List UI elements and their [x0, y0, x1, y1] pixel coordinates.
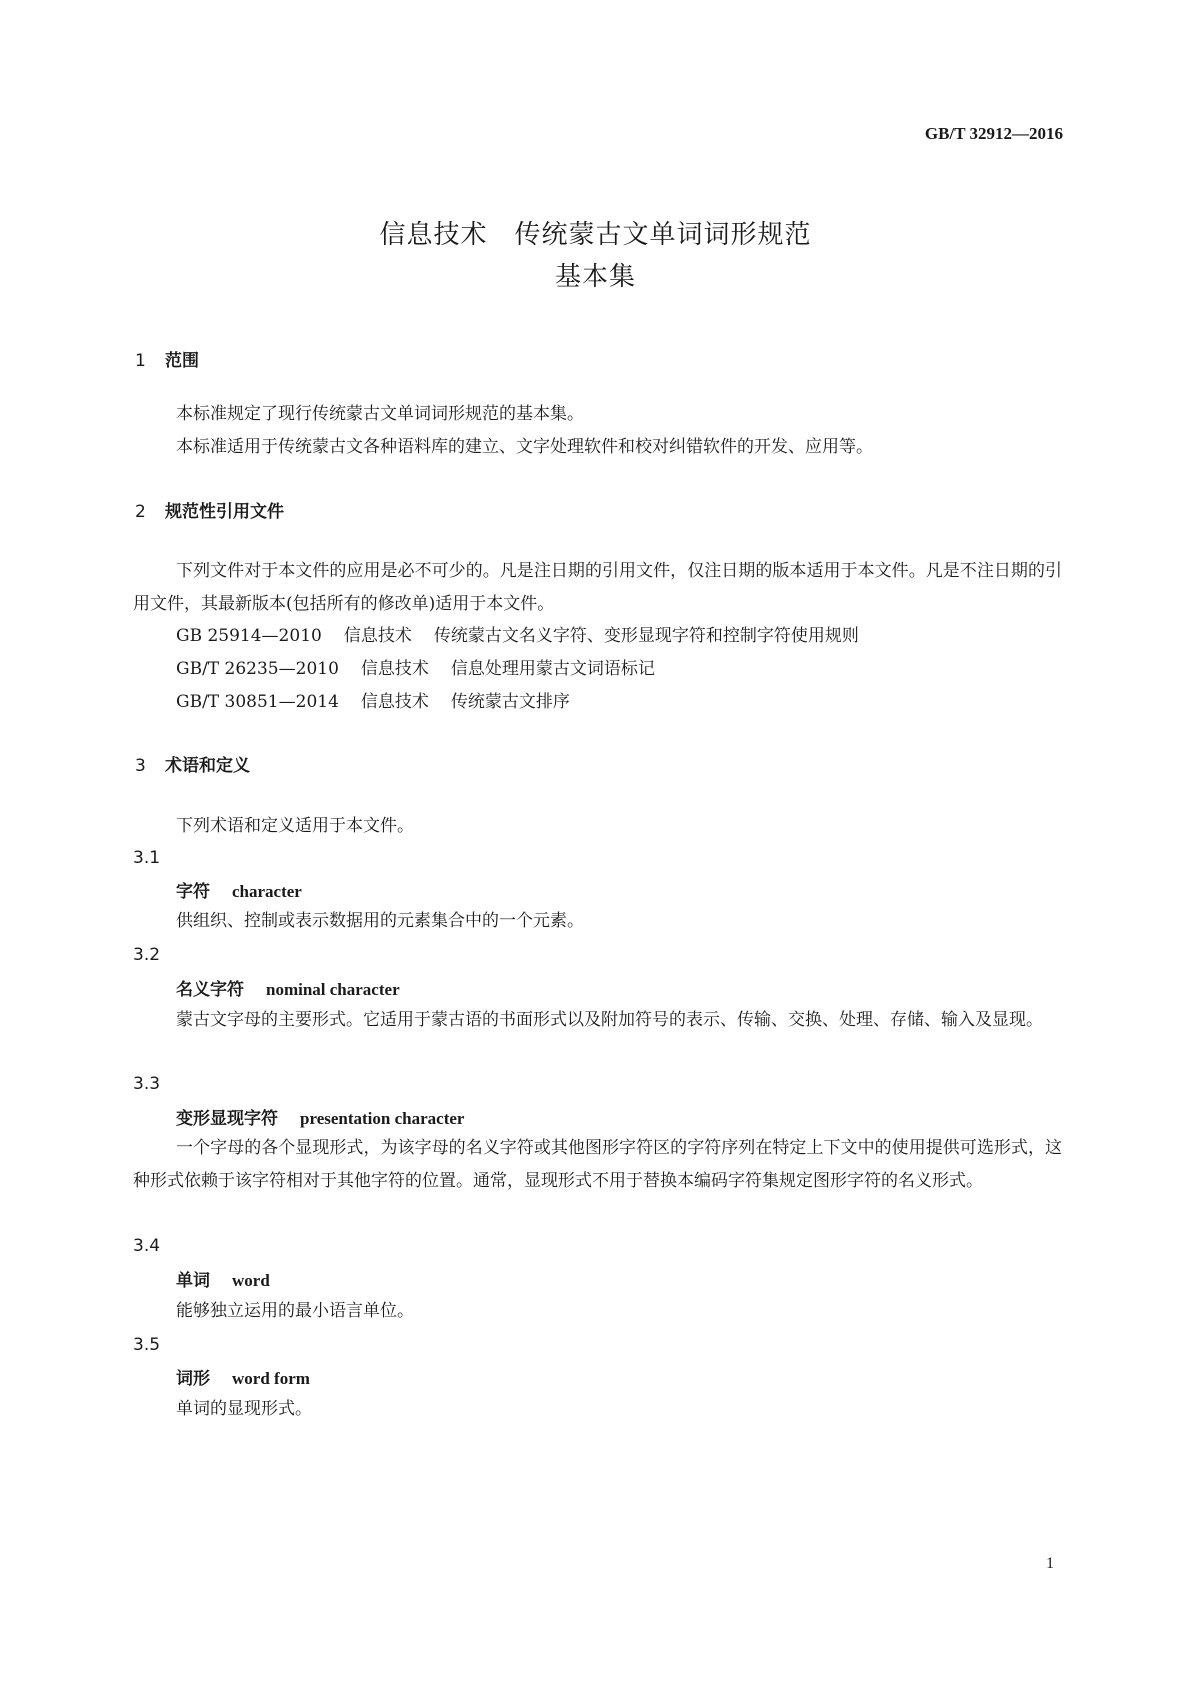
term-entry	[176, 975, 400, 1000]
reference-title-sub: 传统蒙古文排序	[450, 692, 570, 712]
paragraph: 本标准适用于传统蒙古文各种语料库的建立、文字处理软件和校对纠错软件的开发、应用等。	[176, 437, 873, 457]
reference-title-sub: 信息处理用蒙古文词语标记	[450, 659, 655, 679]
reference-item	[176, 686, 570, 719]
term-entry	[176, 1266, 270, 1291]
term-zh: 名义字符	[176, 980, 244, 1000]
section-heading-scope	[135, 346, 199, 371]
section-number: 3	[135, 756, 146, 776]
term-en: word	[232, 1271, 270, 1290]
section-title: 术语和定义	[165, 756, 250, 776]
term-entry	[176, 877, 302, 902]
document-title: 信息技术 传统蒙古文单词词形规范	[379, 220, 812, 250]
section-number: 2	[135, 502, 146, 522]
term-number: 3.2	[133, 945, 161, 965]
section-number: 1	[135, 351, 146, 371]
term-zh: 词形	[176, 1369, 210, 1389]
term-zh: 变形显现字符	[176, 1109, 278, 1129]
reference-code: GB/T 30851—2014	[176, 692, 339, 712]
term-definition-text: 蒙古文字母的主要形式。它适用于蒙古语的书面形式以及附加符号的表示、传输、交换、处理、存储、输入及显现。	[176, 1010, 1043, 1030]
term-definition: 能够独立运用的最小语言单位。	[176, 1301, 414, 1321]
term-number: 3.4	[133, 1236, 161, 1256]
term-entry	[176, 1104, 464, 1129]
document-subtitle: 基本集	[554, 262, 636, 292]
section-title: 范围	[165, 351, 199, 371]
reference-code: GB 25914—2010	[176, 626, 322, 646]
reference-title-main: 信息技术	[360, 659, 429, 679]
paragraph	[133, 555, 1062, 621]
section-heading-terms	[135, 751, 250, 776]
term-zh: 单词	[176, 1271, 210, 1291]
term-number: 3.3	[133, 1074, 161, 1094]
page-number: 1	[1046, 1555, 1054, 1572]
term-zh: 字符	[176, 882, 210, 902]
reference-title-sub: 传统蒙古文名义字符、变形显现字符和控制字符使用规则	[433, 626, 859, 646]
term-entry	[176, 1364, 310, 1389]
paragraph-text: 下列文件对于本文件的应用是必不可少的。凡是注日期的引用文件，仅注日期的版本适用于本文件。凡是不注日期的引用文件，其最新版本(包括所有的修改单)适用于本文件。	[133, 561, 1062, 614]
reference-item	[176, 620, 859, 653]
reference-title-main: 信息技术	[360, 692, 429, 712]
term-en: character	[232, 882, 302, 901]
term-en: word form	[232, 1369, 310, 1388]
standard-code: GB/T 32912—2016	[924, 124, 1063, 143]
reference-code: GB/T 26235—2010	[176, 659, 339, 679]
reference-item	[176, 653, 655, 686]
term-number: 3.5	[133, 1335, 161, 1355]
term-definition	[133, 1004, 1062, 1037]
term-number: 3.1	[133, 848, 161, 868]
term-en: presentation character	[300, 1109, 465, 1128]
paragraph: 本标准规定了现行传统蒙古文单词词形规范的基本集。	[176, 404, 584, 424]
paragraph: 下列术语和定义适用于本文件。	[176, 816, 414, 836]
term-definition	[133, 1132, 1062, 1198]
term-en: nominal character	[266, 980, 400, 999]
term-definition-text: 一个字母的各个显现形式，为该字母的名义字符或其他图形字符区的字符序列在特定上下文中的使用提供可选形式，这种形式依赖于该字符相对于其他字符的位置。通常，显现形式不用于替换本编码字符集规定图形字符的名义形式。	[133, 1138, 1062, 1191]
reference-title-main: 信息技术	[343, 626, 412, 646]
section-heading-references	[135, 497, 284, 522]
section-title: 规范性引用文件	[165, 502, 284, 522]
term-definition: 单词的显现形式。	[176, 1399, 312, 1419]
term-definition: 供组织、控制或表示数据用的元素集合中的一个元素。	[176, 911, 584, 931]
